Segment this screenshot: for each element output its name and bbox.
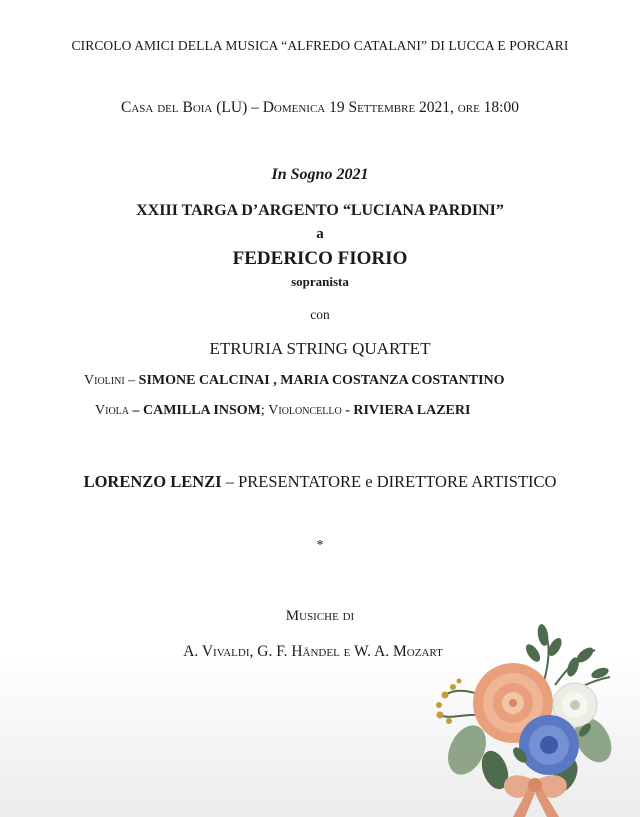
music-heading: Musiche di xyxy=(285,608,355,624)
viola-label: Viola xyxy=(95,403,129,418)
composers-list: A. Vivaldi, G. F. Händel e W. A. Mozart xyxy=(183,643,443,660)
violins-label: Violini xyxy=(84,373,125,388)
organization-header: CIRCOLO AMICI DELLA MUSICA “ALFREDO CATALANI” DI LUCCA E PORCARI xyxy=(71,38,569,53)
violins-line xyxy=(84,373,505,389)
director-role: – PRESENTATORE e DIRETTORE ARTISTICO xyxy=(221,472,557,491)
event-title: In Sogno 2021 xyxy=(271,166,369,183)
cello-name: RIVIERA LAZERI xyxy=(353,403,471,418)
separator-asterisk: * xyxy=(316,538,324,553)
ribbon-bow xyxy=(504,775,567,817)
director-line xyxy=(0,472,640,492)
director-name: LORENZO LENZI xyxy=(83,472,222,491)
artist-role: sopranista xyxy=(291,274,349,289)
blue-flower xyxy=(519,715,579,775)
flower-bouquet-icon xyxy=(425,615,640,817)
award-connector: a xyxy=(316,226,324,242)
cello-separator: - xyxy=(341,403,354,418)
violins-names: SIMONE CALCINAI , MARIA COSTANZA COSTANTINO xyxy=(138,373,505,388)
viola-separator: – xyxy=(129,403,143,418)
viola-name: CAMILLA INSOM xyxy=(143,403,261,418)
violins-separator: – xyxy=(124,373,139,388)
artist-name: FEDERICO FIORIO xyxy=(232,248,408,269)
cello-label: Violoncello xyxy=(268,403,342,418)
with-connector: con xyxy=(310,307,330,322)
ensemble-name: ETRURIA STRING QUARTET xyxy=(209,339,431,358)
viola-cello-line xyxy=(95,403,470,419)
event-dateline: Casa del Boia (LU) – Domenica 19 Settembre 2021, ore 18:00 xyxy=(121,99,519,116)
viola-end: ; xyxy=(260,403,269,418)
award-name: XXIII TARGA D’ARGENTO “LUCIANA PARDINI” xyxy=(136,202,504,219)
